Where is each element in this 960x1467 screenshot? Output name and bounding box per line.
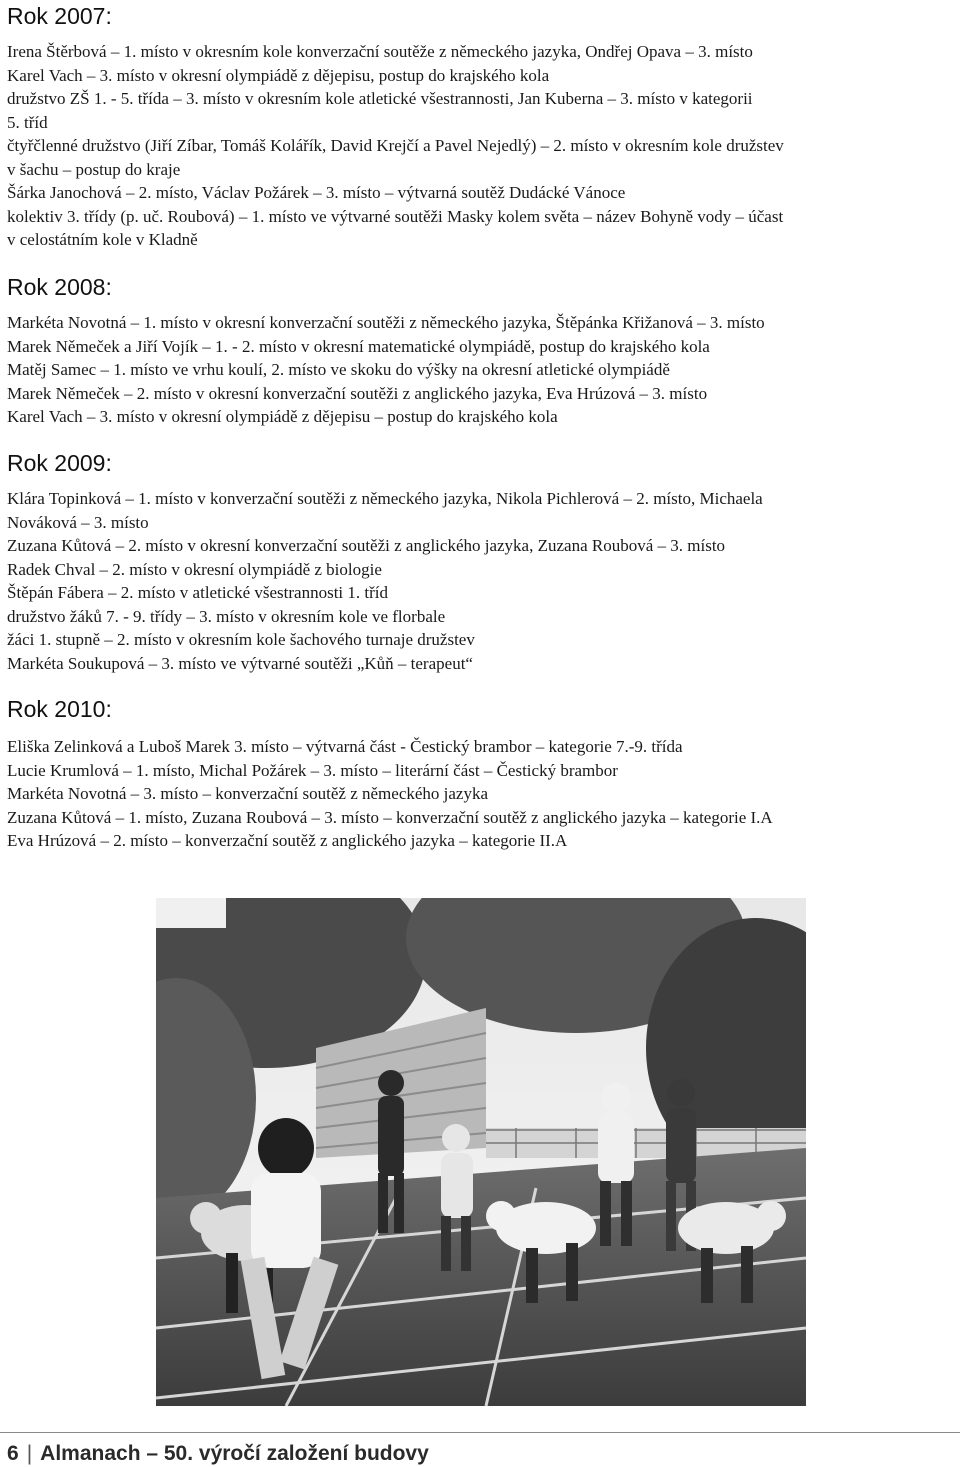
text-line: 5. tříd <box>7 112 48 132</box>
text-line: Matěj Samec – 1. místo ve vrhu koulí, 2. místo ve skoku do výšky na okresní atletické olympiádě <box>7 360 670 379</box>
text-line: čtyřčlenné družstvo (Jiří Zíbar, Tomáš Kolářík, David Krejčí a Pavel Nejedlý) – 2. místo v okresním kole družstev <box>7 136 784 155</box>
text-line: družstvo ZŠ 1. - 5. třída – 3. místo v okresním kole atletické všestrannosti, Jan Kuberna – 3. místo v kategorii <box>7 89 753 108</box>
text-line: Marek Němeček – 2. místo v okresní konverzační soutěži z anglického jazyka, Eva Hrúzová – 3. místo <box>7 383 708 403</box>
section-heading-2008: Rok 2008: <box>7 274 112 300</box>
athletics-photo-illustration <box>156 898 806 1406</box>
text-line: Eva Hrúzová – 2. místo – konverzační soutěž z anglického jazyka – kategorie II.A <box>7 831 568 850</box>
page-number: 6 <box>7 1442 19 1465</box>
text-line: Zuzana Kůtová – 2. místo v okresní konverzační soutěži z anglického jazyka, Zuzana Roubová – 3. místo <box>7 536 726 555</box>
section-body-2008 <box>7 311 953 429</box>
text-line: Nováková – 3. místo <box>7 512 149 532</box>
section-heading-2009: Rok 2009: <box>7 450 112 476</box>
text-line: Karel Vach – 3. místo v okresní olympiádě z dějepisu, postup do krajského kola <box>7 65 550 85</box>
text-line: v celostátním kole v Kladně <box>7 230 198 249</box>
page-footer <box>7 1442 429 1466</box>
text-line: družstvo žáků 7. - 9. třídy – 3. místo v okresním kole ve florbale <box>7 606 446 626</box>
section-body-2010 <box>7 735 953 853</box>
text-line: Irena Štěrbová – 1. místo v okresním kole konverzační soutěže z německého jazyka, Ondřej Opava – 3. místo <box>7 42 753 61</box>
text-line: Eliška Zelinková a Luboš Marek 3. místo – výtvarná část - Čestický brambor – kategorie 7.-9. třída <box>7 737 683 756</box>
section-body-2007 <box>7 40 953 252</box>
text-line: Klára Topinková – 1. místo v konverzační soutěži z německého jazyka, Nikola Pichlerová – 2. místo, Michaela <box>7 489 763 508</box>
athletics-photo <box>156 898 806 1406</box>
text-line: žáci 1. stupně – 2. místo v okresním kole šachového turnaje družstev <box>7 630 475 649</box>
text-line: Markéta Novotná – 3. místo – konverzační soutěž z německého jazyka <box>7 784 489 803</box>
text-line: kolektiv 3. třídy (p. uč. Roubová) – 1. místo ve výtvarné soutěži Masky kolem světa – název Bohyně vody – účast <box>7 206 784 226</box>
text-line: Zuzana Kůtová – 1. místo, Zuzana Roubová – 3. místo – konverzační soutěž z anglického jazyka – kategorie I.A <box>7 807 773 827</box>
text-line: Lucie Krumlová – 1. místo, Michal Požárek – 3. místo – literární část – Čestický brambor <box>7 760 618 780</box>
section-body-2009 <box>7 487 953 675</box>
text-line: Marek Němeček a Jiří Vojík – 1. - 2. místo v okresní matematické olympiádě, postup do krajského kola <box>7 336 710 356</box>
text-line: Markéta Novotná – 1. místo v okresní konverzační soutěži z německého jazyka, Štěpánka Křižanová – 3. místo <box>7 313 765 332</box>
section-heading-2010: Rok 2010: <box>7 696 112 722</box>
text-line: Markéta Soukupová – 3. místo ve výtvarné soutěži „Kůň – terapeut“ <box>7 653 473 673</box>
text-line: Šárka Janochová – 2. místo, Václav Požárek – 3. místo – výtvarná soutěž Dudácké Vánoce <box>7 183 626 202</box>
text-line: Radek Chval – 2. místo v okresní olympiádě z biologie <box>7 559 382 579</box>
text-line: v šachu – postup do kraje <box>7 159 181 179</box>
footer-separator: | <box>26 1442 33 1465</box>
section-heading-2007: Rok 2007: <box>7 3 112 29</box>
text-line: Štěpán Fábera – 2. místo v atletické všestrannosti 1. tříd <box>7 583 389 602</box>
footer-divider <box>0 1432 960 1433</box>
footer-title: Almanach – 50. výročí založení budovy <box>40 1442 429 1465</box>
text-line: Karel Vach – 3. místo v okresní olympiádě z dějepisu – postup do krajského kola <box>7 407 558 426</box>
